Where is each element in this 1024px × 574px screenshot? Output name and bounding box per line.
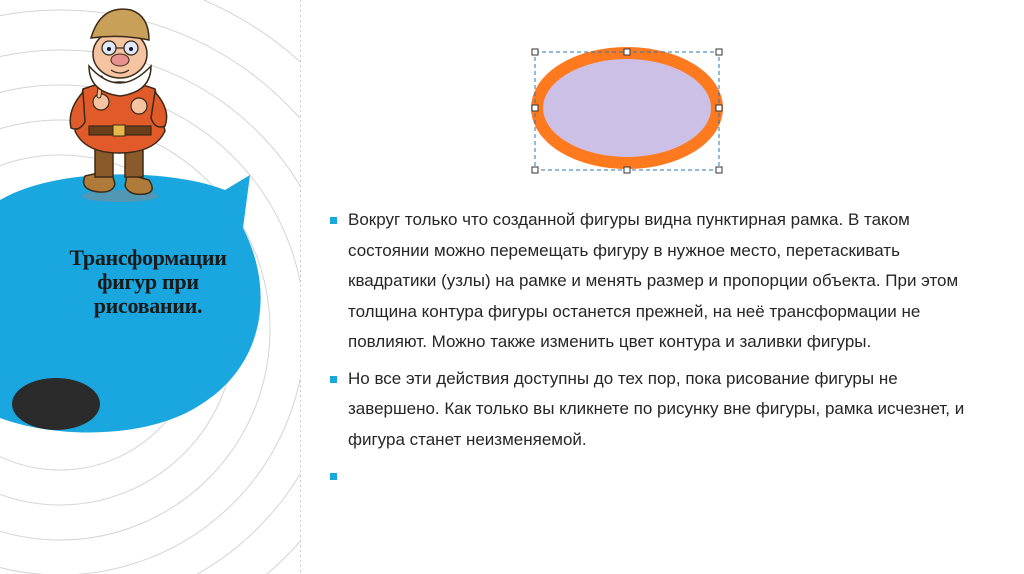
ellipse-shape[interactable]	[537, 53, 717, 163]
left-decor-panel	[0, 0, 300, 574]
dotted-divider	[300, 0, 301, 574]
bullet-square-icon	[330, 217, 337, 224]
selection-handle-icon[interactable]	[624, 49, 630, 55]
selected-ellipse-shape[interactable]	[526, 44, 726, 176]
bullet-text: Вокруг только что созданной фигуры видна пунктирная рамка. В таком состоянии можно перемещать фигуру в нужное место, перетаскивать квадратики (узлы) на рамке и менять размер и пропорции объекта. При этом толщина контура фигуры останется прежней, на неё трансформации не повлияют. Можно также изменить цвет контура и заливки фигуры.	[348, 210, 959, 351]
selection-handle-icon[interactable]	[716, 105, 722, 111]
bullet-list	[330, 205, 980, 497]
bullet-square-icon	[330, 376, 337, 383]
bullet-square-icon	[330, 473, 337, 480]
selection-handle-icon[interactable]	[624, 167, 630, 173]
bullet-item-empty	[330, 461, 980, 491]
gnome-illustration	[55, 4, 185, 204]
bullet-item	[330, 364, 980, 456]
selection-handle-icon[interactable]	[532, 105, 538, 111]
selection-handle-icon[interactable]	[716, 49, 722, 55]
bullet-text: Но все эти действия доступны до тех пор, пока рисование фигуры не завершено. Как только вы кликнете по рисунку вне фигуры, рамка исчезнет, и фигура станет неизменяемой.	[348, 368, 965, 449]
selection-handle-icon[interactable]	[716, 167, 722, 173]
slide-title: Трансформации фигур при рисовании.	[69, 245, 227, 318]
selection-handle-icon[interactable]	[532, 49, 538, 55]
selection-handle-icon[interactable]	[532, 167, 538, 173]
bullet-item	[330, 205, 980, 358]
dark-blob	[12, 378, 100, 430]
